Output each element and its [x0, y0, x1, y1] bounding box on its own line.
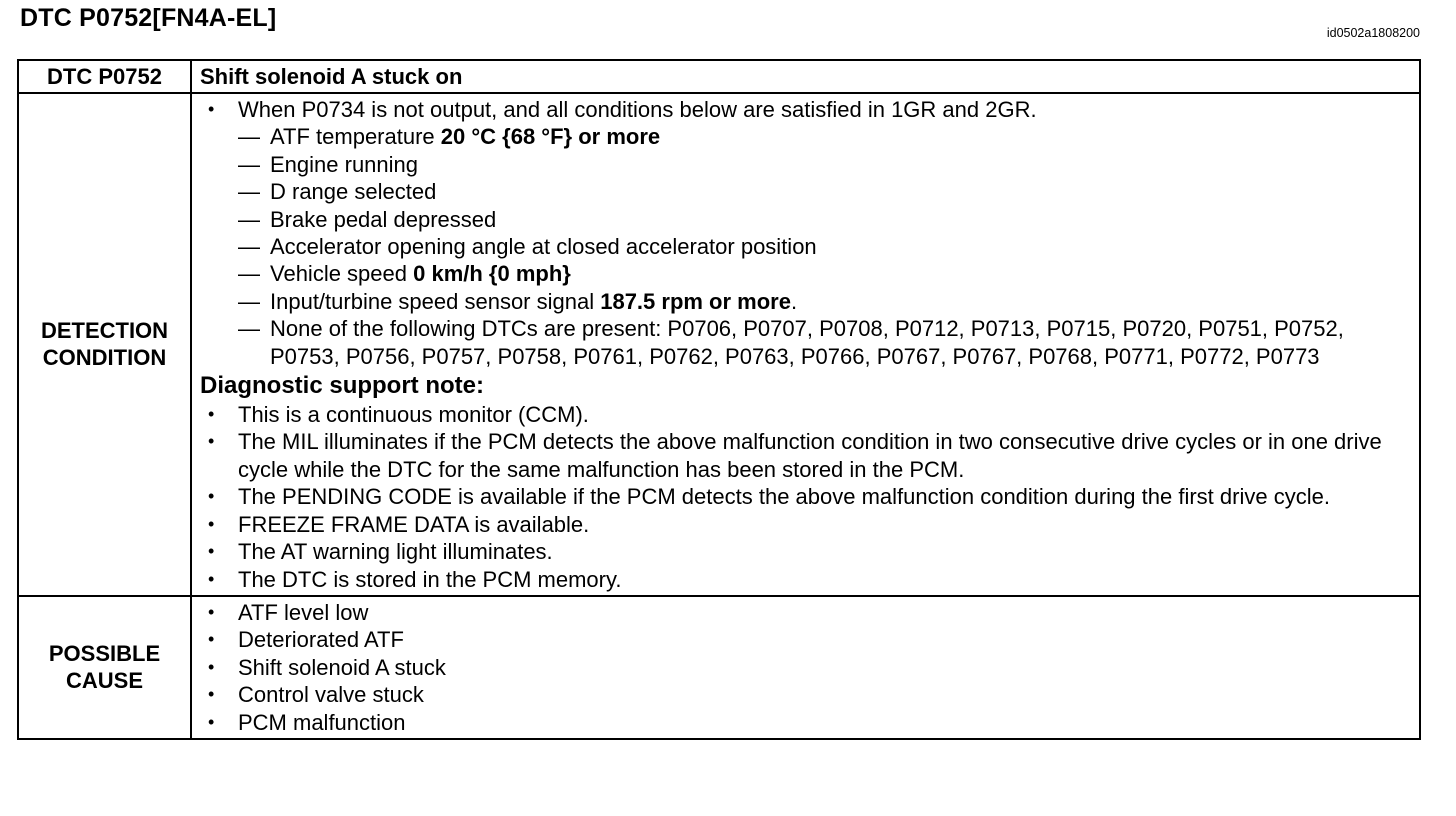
condition-text: Brake pedal depressed — [270, 206, 497, 232]
dash-mark: — — [238, 234, 260, 260]
condition-item — [200, 178, 1411, 205]
condition-value: 20 °C {68 °F} or more — [440, 124, 661, 150]
condition-item — [200, 123, 1411, 150]
cause-label-line1: POSSIBLE — [48, 641, 161, 667]
condition-item — [200, 151, 1411, 178]
cause-label-line2: CAUSE — [65, 668, 143, 694]
dash-mark: — — [238, 288, 260, 314]
condition-list — [200, 123, 1411, 370]
dash-mark: — — [238, 261, 260, 287]
note-list — [200, 401, 1411, 593]
detection-label-line2: CONDITION — [42, 345, 167, 371]
condition-text: Accelerator opening angle at closed accelerator position — [270, 234, 817, 260]
page-title: DTC P0752[FN4A-EL] — [20, 4, 277, 32]
condition-text: Vehicle speed — [270, 261, 414, 287]
dash-mark: — — [238, 316, 260, 342]
dtc-code-cell: DTC P0752 — [18, 60, 191, 93]
note-title: Diagnostic support note: — [200, 372, 484, 400]
condition-value: 187.5 rpm or more — [600, 288, 791, 314]
condition-item — [200, 260, 1411, 287]
cause-item: • Deteriorated ATF — [200, 626, 1411, 653]
cause-item: • Control valve stuck — [200, 681, 1411, 708]
condition-text: Engine running — [270, 151, 419, 177]
dash-mark: — — [238, 179, 260, 205]
detection-row — [18, 93, 1420, 596]
dtc-table — [17, 59, 1421, 740]
dtc-description-cell: Shift solenoid A stuck on — [191, 60, 1420, 93]
note-item: • This is a continuous monitor (CCM). — [200, 401, 1411, 428]
condition-item — [200, 206, 1411, 233]
cause-item: • Shift solenoid A stuck — [200, 654, 1411, 681]
note-item: • The AT warning light illuminates. — [200, 538, 1411, 565]
condition-text: Input/turbine speed sensor signal — [270, 288, 601, 314]
condition-text: None of the following DTCs are present: P0706, P0707, P0708, P0712, P0713, P0715, P0720, P0751, P0752, P0753, P0756, P0757, P0758, P0761, P0762, P0763, P0766, P0767, P0767, P0768, P0771, P0772, P0773 — [270, 316, 1344, 369]
condition-item — [200, 315, 1411, 370]
note-item: • The MIL illuminates if the PCM detects the above malfunction condition in two consecutive drive cycles or in one drive cycle while the DTC for the same malfunction has been stored in the PCM. — [200, 428, 1411, 483]
note-item: • The DTC is stored in the PCM memory. — [200, 566, 1411, 593]
dash-mark: — — [238, 206, 260, 232]
cause-list — [200, 599, 1411, 736]
cause-label-cell — [18, 596, 191, 739]
detection-content-cell — [191, 93, 1420, 596]
condition-item — [200, 288, 1411, 315]
note-item: • FREEZE FRAME DATA is available. — [200, 511, 1411, 538]
condition-suffix: . — [790, 288, 798, 314]
header-row — [18, 60, 1420, 93]
dash-mark: — — [238, 124, 260, 150]
dash-mark: — — [238, 151, 260, 177]
detection-list — [200, 96, 1411, 123]
condition-text: ATF temperature — [270, 124, 441, 150]
detection-label-cell — [18, 93, 191, 596]
condition-item — [200, 233, 1411, 260]
note-item: • The PENDING CODE is available if the PCM detects the above malfunction condition during the first drive cycle. — [200, 483, 1411, 510]
document-id: id0502a1808200 — [1326, 26, 1420, 40]
cause-item: • ATF level low — [200, 599, 1411, 626]
condition-text: D range selected — [270, 179, 437, 205]
detection-intro: • When P0734 is not output, and all conditions below are satisfied in 1GR and 2GR. — [200, 96, 1411, 123]
detection-label-line1: DETECTION — [40, 318, 169, 344]
cause-row — [18, 596, 1420, 739]
condition-value: 0 km/h {0 mph} — [413, 261, 571, 287]
cause-content-cell — [191, 596, 1420, 739]
cause-item: • PCM malfunction — [200, 709, 1411, 736]
